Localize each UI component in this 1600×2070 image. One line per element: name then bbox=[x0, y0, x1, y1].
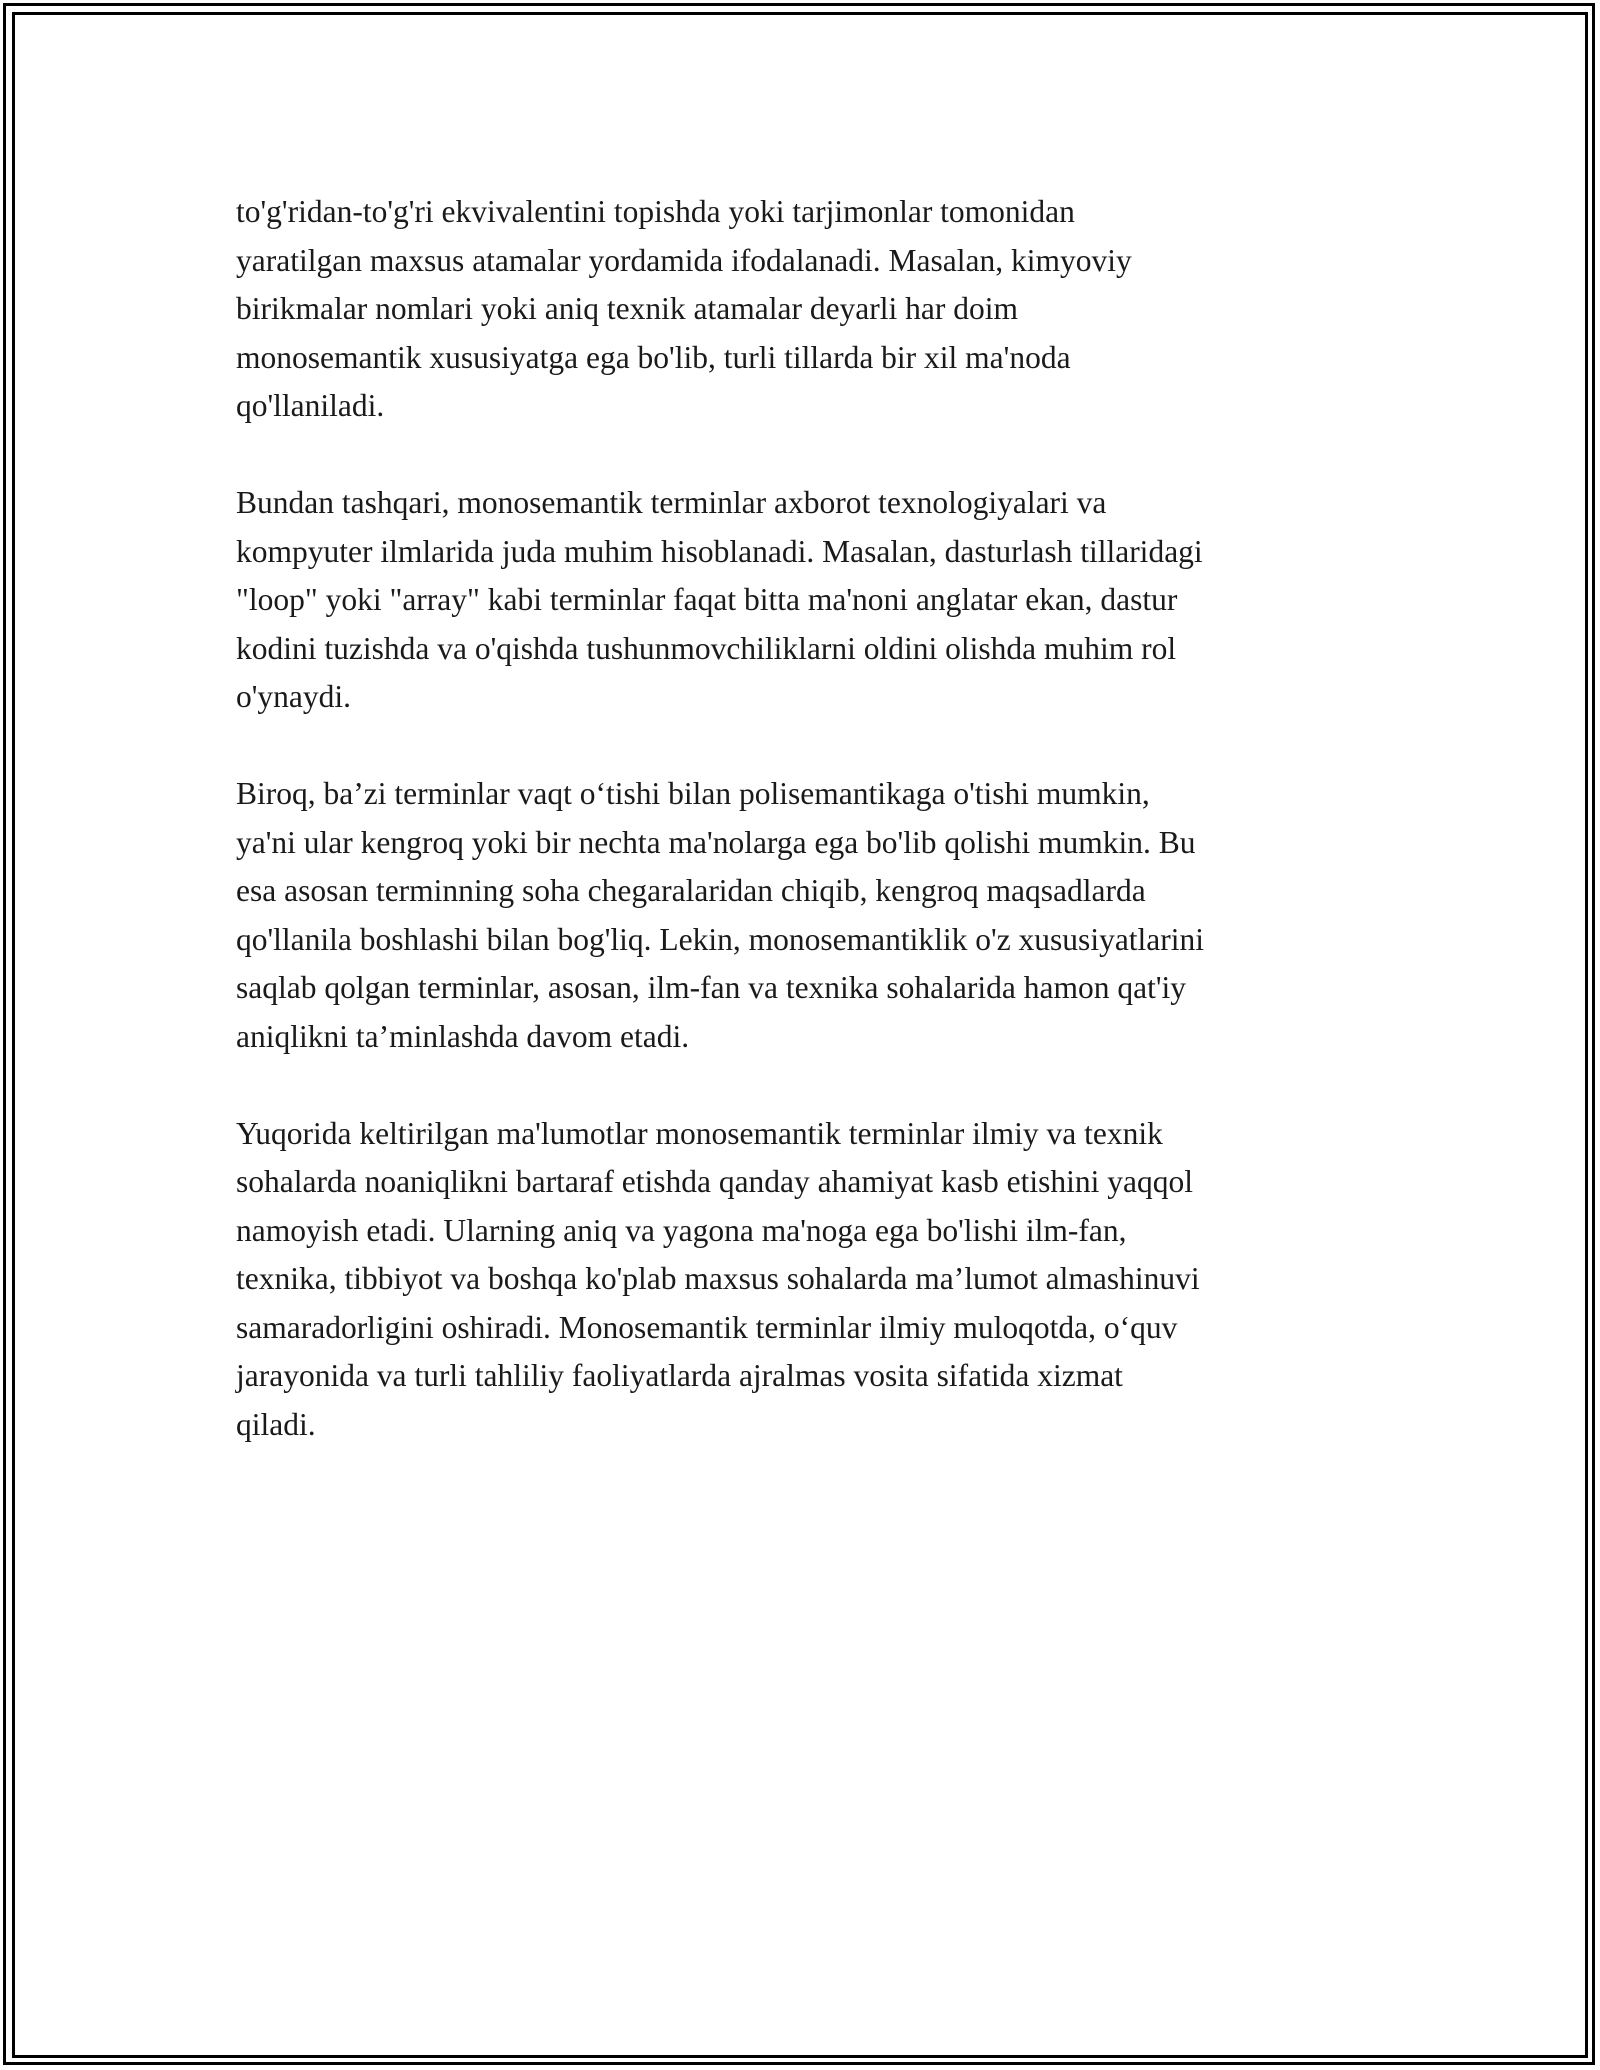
text-line: texnika, tibbiyot va boshqa ko'plab maxsus sohalarda ma’lumot almashinuvi bbox=[236, 1261, 1200, 1296]
paragraph-1 bbox=[236, 188, 1376, 431]
text-line: Bundan tashqari, monosemantik terminlar axborot texnologiyalari va bbox=[236, 485, 1107, 520]
paragraph-4 bbox=[236, 1110, 1376, 1450]
text-line: o'ynaydi. bbox=[236, 679, 352, 714]
text-line: aniqlikni ta’minlashda davom etadi. bbox=[236, 1018, 690, 1054]
text-line: samaradorligini oshiradi. Monosemantik terminlar ilmiy muloqotda, o‘quv bbox=[236, 1309, 1178, 1345]
text-line: saqlab qolgan terminlar, asosan, ilm-fan va texnika sohalarida hamon qat'iy bbox=[236, 970, 1186, 1005]
text-line: qo'llanila boshlashi bilan bog'liq. Lekin, monosemantiklik o'z xususiyatlarini bbox=[236, 921, 1205, 957]
text-line: kodini tuzishda va o'qishda tushunmovchiliklarni oldini olishda muhim rol bbox=[236, 630, 1177, 666]
text-line: ya'ni ular kengroq yoki bir nechta ma'nolarga ega bo'lib qolishi mumkin. Bu bbox=[236, 824, 1196, 860]
text-line: sohalarda noaniqlikni bartaraf etishda qanday ahamiyat kasb etishini yaqqol bbox=[236, 1164, 1193, 1199]
text-line: qo'llaniladi. bbox=[236, 388, 385, 423]
text-line: qiladi. bbox=[236, 1406, 316, 1442]
text-line: "loop" yoki "array" kabi terminlar faqat bitta ma'noni anglatar ekan, dastur bbox=[236, 582, 1178, 617]
text-line: birikmalar nomlari yoki aniq texnik atamalar deyarli har doim bbox=[236, 291, 1018, 326]
document-body bbox=[236, 188, 1376, 1498]
text-line: to'g'ridan-to'g'ri ekvivalentini topishda yoki tarjimonlar tomonidan bbox=[236, 194, 1075, 229]
text-line: monosemantik xususiyatga ega bo'lib, turli tillarda bir xil ma'noda bbox=[236, 339, 1071, 375]
paragraph-2 bbox=[236, 479, 1376, 722]
paragraph-3 bbox=[236, 770, 1376, 1061]
text-line: jarayonida va turli tahliliy faoliyatlarda ajralmas vosita sifatida xizmat bbox=[236, 1358, 1123, 1393]
text-line: namoyish etadi. Ularning aniq va yagona ma'noga ega bo'lishi ilm-fan, bbox=[236, 1212, 1127, 1248]
text-line: yaratilgan maxsus atamalar yordamida ifodalanadi. Masalan, kimyoviy bbox=[236, 242, 1132, 278]
text-line: Yuqorida keltirilgan ma'lumotlar monosemantik terminlar ilmiy va texnik bbox=[236, 1115, 1163, 1151]
text-line: esa asosan terminning soha chegaralaridan chiqib, kengroq maqsadlarda bbox=[236, 873, 1146, 908]
text-line: kompyuter ilmlarida juda muhim hisoblanadi. Masalan, dasturlash tillaridagi bbox=[236, 533, 1203, 569]
text-line: Biroq, ba’zi terminlar vaqt o‘tishi bilan polisemantikaga o'tishi mumkin, bbox=[236, 776, 1150, 811]
